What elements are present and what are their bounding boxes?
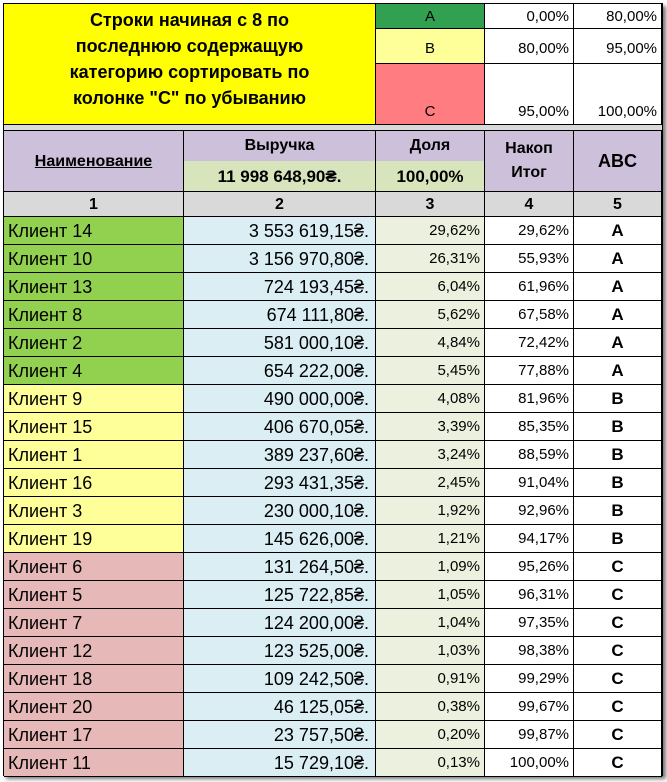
cell-revenue[interactable]: 131 264,50₴. xyxy=(184,553,376,581)
column-number-4[interactable]: 4 xyxy=(485,192,574,217)
cell-revenue[interactable]: 389 237,60₴. xyxy=(184,441,376,469)
note-line: колонке "С" по убыванию xyxy=(73,88,306,108)
cell-revenue[interactable]: 23 757,50₴. xyxy=(184,721,376,749)
header-name[interactable] xyxy=(4,131,184,192)
cell-share[interactable]: 1,92% xyxy=(376,497,485,525)
cell-name[interactable]: Клиент 16 xyxy=(4,469,184,497)
cell-revenue[interactable]: 674 111,80₴. xyxy=(184,301,376,329)
cell-revenue[interactable]: 145 626,00₴. xyxy=(184,525,376,553)
cell-cumulative[interactable]: 98,38% xyxy=(485,637,574,665)
header-share[interactable]: Доля xyxy=(376,131,485,161)
revenue-total[interactable]: 11 998 648,90₴. xyxy=(184,161,376,192)
column-number-5[interactable]: 5 xyxy=(574,192,662,217)
cell-abc[interactable]: B xyxy=(574,441,662,469)
cell-cumulative[interactable]: 99,67% xyxy=(485,693,574,721)
legend-a-from[interactable]: 0,00% xyxy=(485,4,574,29)
cell-share[interactable]: 5,62% xyxy=(376,301,485,329)
column-number-2[interactable]: 2 xyxy=(184,192,376,217)
cell-name[interactable]: Клиент 19 xyxy=(4,525,184,553)
cell-cumulative[interactable]: 94,17% xyxy=(485,525,574,553)
cell-revenue[interactable]: 293 431,35₴. xyxy=(184,469,376,497)
cell-abc[interactable]: B xyxy=(574,497,662,525)
cell-name[interactable]: Клиент 20 xyxy=(4,693,184,721)
spreadsheet xyxy=(3,3,663,776)
share-total[interactable]: 100,00% xyxy=(376,161,485,192)
cell-abc[interactable]: C xyxy=(574,637,662,665)
cell-share[interactable]: 0,91% xyxy=(376,665,485,693)
header-abc[interactable]: ABC xyxy=(574,131,662,192)
cell-cumulative[interactable]: 88,59% xyxy=(485,441,574,469)
cell-cumulative[interactable]: 95,26% xyxy=(485,553,574,581)
cell-cumulative[interactable]: 61,96% xyxy=(485,273,574,301)
cell-cumulative[interactable]: 91,04% xyxy=(485,469,574,497)
cell-name[interactable]: Клиент 14 xyxy=(4,217,184,245)
cell-name[interactable]: Клиент 10 xyxy=(4,245,184,273)
cell-share[interactable]: 2,45% xyxy=(376,469,485,497)
cell-name[interactable]: Клиент 7 xyxy=(4,609,184,637)
cell-share[interactable]: 29,62% xyxy=(376,217,485,245)
column-number-1[interactable]: 1 xyxy=(4,192,184,217)
cell-abc[interactable]: B xyxy=(574,469,662,497)
instruction-note[interactable] xyxy=(4,4,376,125)
cell-revenue[interactable]: 230 000,10₴. xyxy=(184,497,376,525)
cell-cumulative[interactable]: 29,62% xyxy=(485,217,574,245)
cell-name[interactable]: Клиент 2 xyxy=(4,329,184,357)
cell-abc[interactable]: C xyxy=(574,609,662,637)
cell-name[interactable]: Клиент 13 xyxy=(4,273,184,301)
header-name-label: Наименование xyxy=(34,153,153,170)
legend-c-from[interactable]: 95,00% xyxy=(485,64,574,125)
cell-revenue[interactable]: 125 722,85₴. xyxy=(184,581,376,609)
cell-name[interactable]: Клиент 15 xyxy=(4,413,184,441)
cell-share[interactable]: 5,45% xyxy=(376,357,485,385)
cell-revenue[interactable]: 123 525,00₴. xyxy=(184,637,376,665)
cell-abc[interactable]: A xyxy=(574,245,662,273)
cell-cumulative[interactable]: 85,35% xyxy=(485,413,574,441)
cell-revenue[interactable]: 406 670,05₴. xyxy=(184,413,376,441)
cell-revenue[interactable]: 109 242,50₴. xyxy=(184,665,376,693)
legend-a-to[interactable]: 80,00% xyxy=(574,4,662,29)
cell-abc[interactable]: C xyxy=(574,553,662,581)
note-line: последнюю содержащую xyxy=(75,36,304,56)
cell-cumulative[interactable]: 97,35% xyxy=(485,609,574,637)
legend-category-a[interactable]: A xyxy=(376,4,485,29)
cell-share[interactable]: 0,13% xyxy=(376,749,485,777)
cell-share[interactable]: 1,04% xyxy=(376,609,485,637)
cell-abc[interactable]: A xyxy=(574,329,662,357)
note-line: Строки начиная с 8 по xyxy=(89,10,290,30)
cell-abc[interactable]: C xyxy=(574,581,662,609)
cell-cumulative[interactable]: 81,96% xyxy=(485,385,574,413)
cell-cumulative[interactable]: 99,29% xyxy=(485,665,574,693)
cell-name[interactable]: Клиент 9 xyxy=(4,385,184,413)
cell-cumulative[interactable]: 100,00% xyxy=(485,749,574,777)
legend-category-c[interactable]: C xyxy=(376,64,485,125)
cell-name[interactable]: Клиент 4 xyxy=(4,357,184,385)
cell-share[interactable]: 1,03% xyxy=(376,637,485,665)
cell-abc[interactable]: A xyxy=(574,273,662,301)
cell-cumulative[interactable]: 55,93% xyxy=(485,245,574,273)
cell-name[interactable]: Клиент 11 xyxy=(4,749,184,777)
cell-abc[interactable]: B xyxy=(574,413,662,441)
cell-name[interactable]: Клиент 8 xyxy=(4,301,184,329)
header-cumulative[interactable] xyxy=(485,131,574,192)
cell-name[interactable]: Клиент 3 xyxy=(4,497,184,525)
column-number-3[interactable]: 3 xyxy=(376,192,485,217)
cell-name[interactable]: Клиент 12 xyxy=(4,637,184,665)
cell-share[interactable]: 6,04% xyxy=(376,273,485,301)
cell-share[interactable]: 4,08% xyxy=(376,385,485,413)
cell-abc[interactable]: C xyxy=(574,665,662,693)
cell-share[interactable]: 0,38% xyxy=(376,693,485,721)
cell-share[interactable]: 4,84% xyxy=(376,329,485,357)
cell-revenue[interactable]: 3 553 619,15₴. xyxy=(184,217,376,245)
header-cumulative-line2: Итог xyxy=(511,164,547,181)
cell-share[interactable]: 1,09% xyxy=(376,553,485,581)
cell-abc[interactable]: C xyxy=(574,721,662,749)
cell-share[interactable]: 3,24% xyxy=(376,441,485,469)
cell-abc[interactable]: B xyxy=(574,385,662,413)
cell-cumulative[interactable]: 67,58% xyxy=(485,301,574,329)
cell-name[interactable]: Клиент 1 xyxy=(4,441,184,469)
cell-name[interactable]: Клиент 18 xyxy=(4,665,184,693)
cell-cumulative[interactable]: 92,96% xyxy=(485,497,574,525)
header-cumulative-line1: Накоп xyxy=(505,140,553,157)
header-revenue[interactable]: Выручка xyxy=(184,131,376,161)
legend-b-to[interactable]: 95,00% xyxy=(574,29,662,64)
cell-name[interactable]: Клиент 17 xyxy=(4,721,184,749)
legend-b-from[interactable]: 80,00% xyxy=(485,29,574,64)
legend-c-to[interactable]: 100,00% xyxy=(574,64,662,125)
cell-abc[interactable]: A xyxy=(574,217,662,245)
cell-revenue[interactable]: 581 000,10₴. xyxy=(184,329,376,357)
cell-abc[interactable]: A xyxy=(574,357,662,385)
cell-cumulative[interactable]: 77,88% xyxy=(485,357,574,385)
cell-revenue[interactable]: 124 200,00₴. xyxy=(184,609,376,637)
cell-cumulative[interactable]: 96,31% xyxy=(485,581,574,609)
cell-share[interactable]: 26,31% xyxy=(376,245,485,273)
cell-share[interactable]: 3,39% xyxy=(376,413,485,441)
cell-share[interactable]: 1,21% xyxy=(376,525,485,553)
cell-cumulative[interactable]: 99,87% xyxy=(485,721,574,749)
cell-cumulative[interactable]: 72,42% xyxy=(485,329,574,357)
cell-revenue[interactable]: 490 000,00₴. xyxy=(184,385,376,413)
cell-revenue[interactable]: 724 193,45₴. xyxy=(184,273,376,301)
cell-revenue[interactable]: 654 222,00₴. xyxy=(184,357,376,385)
cell-abc[interactable]: C xyxy=(574,693,662,721)
cell-abc[interactable]: B xyxy=(574,525,662,553)
note-line: категорию сортировать по xyxy=(69,62,310,82)
cell-revenue[interactable]: 15 729,10₴. xyxy=(184,749,376,777)
cell-abc[interactable]: A xyxy=(574,301,662,329)
cell-share[interactable]: 1,05% xyxy=(376,581,485,609)
legend-category-b[interactable]: B xyxy=(376,29,485,64)
cell-name[interactable]: Клиент 5 xyxy=(4,581,184,609)
cell-name[interactable]: Клиент 6 xyxy=(4,553,184,581)
cell-share[interactable]: 0,20% xyxy=(376,721,485,749)
cell-revenue[interactable]: 46 125,05₴. xyxy=(184,693,376,721)
cell-revenue[interactable]: 3 156 970,80₴. xyxy=(184,245,376,273)
cell-abc[interactable]: C xyxy=(574,749,662,777)
